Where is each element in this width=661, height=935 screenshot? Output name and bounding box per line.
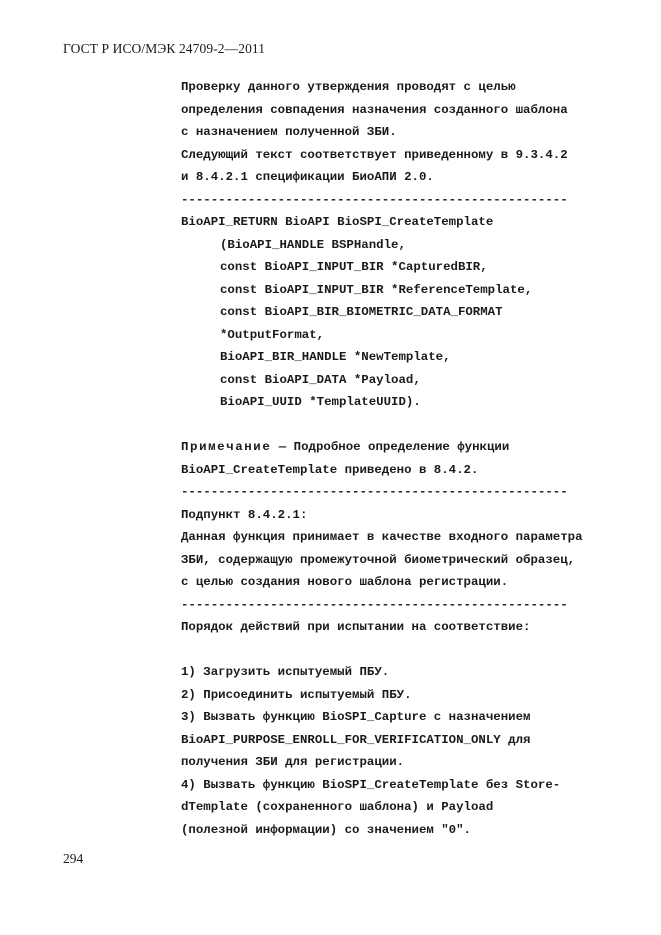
text-line: const BioAPI_DATA *Payload,	[220, 372, 421, 387]
text-line: Проверку данного утверждения проводят с целью	[181, 80, 516, 94]
text-line: BioAPI_PURPOSE_ENROLL_FOR_VERIFICATION_ONLY для	[181, 732, 531, 747]
text-line: с целью создания нового шаблона регистрации.	[181, 575, 509, 589]
text-line: 4) Вызвать функцию BioSPI_CreateTemplate без Store-	[181, 777, 561, 792]
text-line: BioAPI_UUID *TemplateUUID).	[220, 395, 421, 409]
text-line: BioAPI_BIR_HANDLE *NewTemplate,	[220, 350, 451, 364]
text-line: *OutputFormat,	[220, 327, 325, 342]
text-line: и 8.4.2.1 спецификации БиоАПИ 2.0.	[181, 170, 434, 184]
text-line: Следующий текст соответствует приведенному в 9.3.4.2	[181, 147, 568, 162]
text-line: Примечание — Подробное определение функции	[181, 440, 510, 454]
text-line: dTemplate (сохраненного шаблона) и Payload	[181, 800, 494, 814]
document-header: ГОСТ Р ИСО/МЭК 24709-2—2011	[63, 41, 266, 56]
text-line: с назначением полученной ЗБИ.	[181, 125, 397, 139]
text-line: Порядок действий при испытании на соответствие:	[181, 620, 531, 634]
page-number: 294	[63, 851, 84, 866]
text-line: const BioAPI_INPUT_BIR *CapturedBIR,	[220, 260, 488, 274]
separator-line: ----------------------------------------------------	[181, 192, 568, 207]
text-line: Данная функция принимает в качестве входного параметра	[181, 530, 583, 544]
text-line: 1) Загрузить испытуемый ПБУ.	[181, 665, 390, 679]
text-line: Подпункт 8.4.2.1:	[181, 507, 308, 522]
document-body	[181, 76, 583, 841]
text-line: (BioAPI_HANDLE BSPHandle,	[220, 237, 406, 252]
note-label: Примечание	[181, 440, 272, 454]
text-line: const BioAPI_INPUT_BIR *ReferenceTemplate,	[220, 282, 533, 297]
text-line	[181, 414, 583, 437]
separator-line: ----------------------------------------------------	[181, 597, 568, 612]
text-line: const BioAPI_BIR_BIOMETRIC_DATA_FORMAT	[220, 305, 503, 319]
text-line	[181, 639, 583, 662]
text-line: получения ЗБИ для регистрации.	[181, 755, 405, 769]
separator-line: ----------------------------------------------------	[181, 485, 568, 499]
text-line: ЗБИ, содержащую промежуточной биометрический образец,	[181, 552, 576, 567]
text-line: 2) Присоединить испытуемый ПБУ.	[181, 687, 412, 702]
text-line: (полезной информации) со значением "0".	[181, 822, 471, 837]
text-line: 3) Вызвать функцию BioSPI_Capture с назначением	[181, 710, 531, 724]
text-line: BioAPI_RETURN BioAPI BioSPI_CreateTemplate	[181, 215, 494, 229]
text-line: определения совпадения назначения созданного шаблона	[181, 102, 568, 117]
text-line: BioAPI_CreateTemplate приведено в 8.4.2.	[181, 462, 479, 477]
